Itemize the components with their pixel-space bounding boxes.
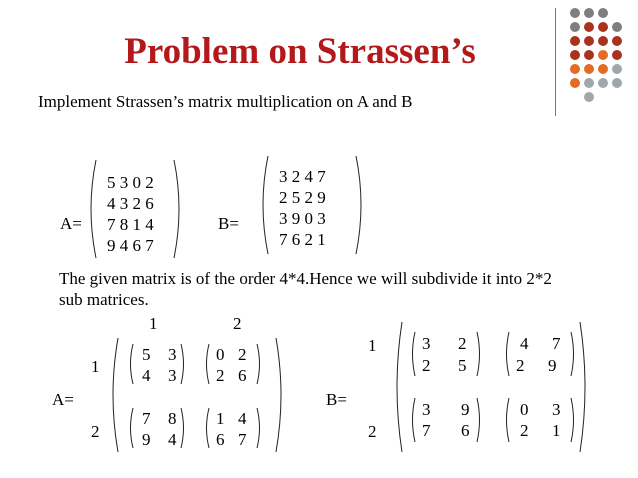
dot	[584, 8, 594, 18]
part-b-b12-brackets	[504, 330, 576, 378]
dot	[570, 50, 580, 60]
dot	[584, 36, 594, 46]
part-a-b12-brackets	[204, 342, 262, 386]
matrix-cell: 2	[422, 356, 431, 375]
matrix-cell: 3	[422, 400, 431, 419]
dot	[570, 36, 580, 46]
dot	[584, 50, 594, 60]
part-a-b22-brackets	[204, 406, 262, 450]
dot	[612, 64, 622, 74]
matrix-cell: 9	[142, 430, 151, 449]
matrix-cell: 6	[216, 430, 225, 449]
matrix-a-row: 5 3 0 2	[107, 173, 154, 192]
part-a-b11-brackets	[128, 342, 186, 386]
matrix-cell: 7	[552, 334, 561, 353]
part-b-label: B=	[326, 390, 347, 409]
matrix-cell: 7	[238, 430, 247, 449]
dot	[612, 22, 622, 32]
dot	[570, 78, 580, 88]
matrix-cell: 5	[458, 356, 467, 375]
dot	[584, 64, 594, 74]
matrix-cell: 9	[461, 400, 470, 419]
matrix-cell: 4	[142, 366, 151, 385]
matrix-b-row: 2 5 2 9	[279, 188, 326, 207]
dot	[612, 36, 622, 46]
matrix-b-row: 3 2 4 7	[279, 167, 326, 186]
divider-line	[555, 8, 556, 116]
part-a-label: A=	[52, 390, 74, 409]
matrix-cell: 2	[216, 366, 225, 385]
matrix-cell: 3	[168, 366, 177, 385]
matrix-a	[107, 172, 154, 256]
matrix-a-row: 7 8 1 4	[107, 215, 154, 234]
matrix-cell: 4	[238, 409, 247, 428]
dot	[612, 78, 622, 88]
matrix-cell: 2	[520, 421, 529, 440]
matrix-cell: 5	[142, 345, 151, 364]
matrix-cell: 6	[461, 421, 470, 440]
dot	[612, 50, 622, 60]
part-b-b11-brackets	[410, 330, 482, 378]
part-a-col-1: 1	[149, 314, 158, 333]
matrix-cell: 3	[552, 400, 561, 419]
matrix-b-row: 7 6 2 1	[279, 230, 326, 249]
part-b-b21-brackets	[410, 396, 482, 444]
matrix-cell: 6	[238, 366, 247, 385]
part-a-b21-brackets	[128, 406, 186, 450]
matrix-a-row: 9 4 6 7	[107, 236, 154, 255]
matrix-b-label: B=	[218, 214, 239, 233]
dot	[598, 36, 608, 46]
dot	[570, 64, 580, 74]
matrix-b-row: 3 9 0 3	[279, 209, 326, 228]
slide-subtitle: Implement Strassen’s matrix multiplication on A and B	[38, 92, 413, 111]
dot	[598, 8, 608, 18]
matrix-cell: 3	[422, 334, 431, 353]
dot	[598, 64, 608, 74]
explanation-text: The given matrix is of the order 4*4.Hence we will subdivide it into 2*2 sub matrices.	[59, 269, 552, 309]
dot	[598, 22, 608, 32]
matrix-cell: 1	[552, 421, 561, 440]
part-a-col-2: 2	[233, 314, 242, 333]
dot	[598, 50, 608, 60]
part-a-row-2: 2	[91, 422, 100, 441]
dot	[570, 22, 580, 32]
matrix-cell: 0	[520, 400, 529, 419]
dot	[584, 78, 594, 88]
matrix-a-label: A=	[60, 214, 82, 233]
part-b-row-1: 1	[368, 336, 377, 355]
matrix-cell: 8	[168, 409, 177, 428]
dot	[584, 92, 594, 102]
matrix-cell: 7	[422, 421, 431, 440]
dot	[584, 22, 594, 32]
matrix-cell: 4	[168, 430, 177, 449]
dot	[570, 8, 580, 18]
matrix-cell: 2	[238, 345, 247, 364]
matrix-cell: 2	[458, 334, 467, 353]
part-a-row-1: 1	[91, 357, 100, 376]
matrix-cell: 3	[168, 345, 177, 364]
matrix-cell: 2	[516, 356, 525, 375]
matrix-cell: 0	[216, 345, 225, 364]
matrix-b	[279, 166, 326, 250]
part-b-b22-brackets	[504, 396, 576, 444]
dot	[598, 78, 608, 88]
slide-title: Problem on Strassen’s	[124, 31, 476, 72]
matrix-cell: 4	[520, 334, 529, 353]
matrix-a-row: 4 3 2 6	[107, 194, 154, 213]
matrix-cell: 1	[216, 409, 225, 428]
part-b-row-2: 2	[368, 422, 377, 441]
matrix-cell: 9	[548, 356, 557, 375]
matrix-cell: 7	[142, 409, 151, 428]
